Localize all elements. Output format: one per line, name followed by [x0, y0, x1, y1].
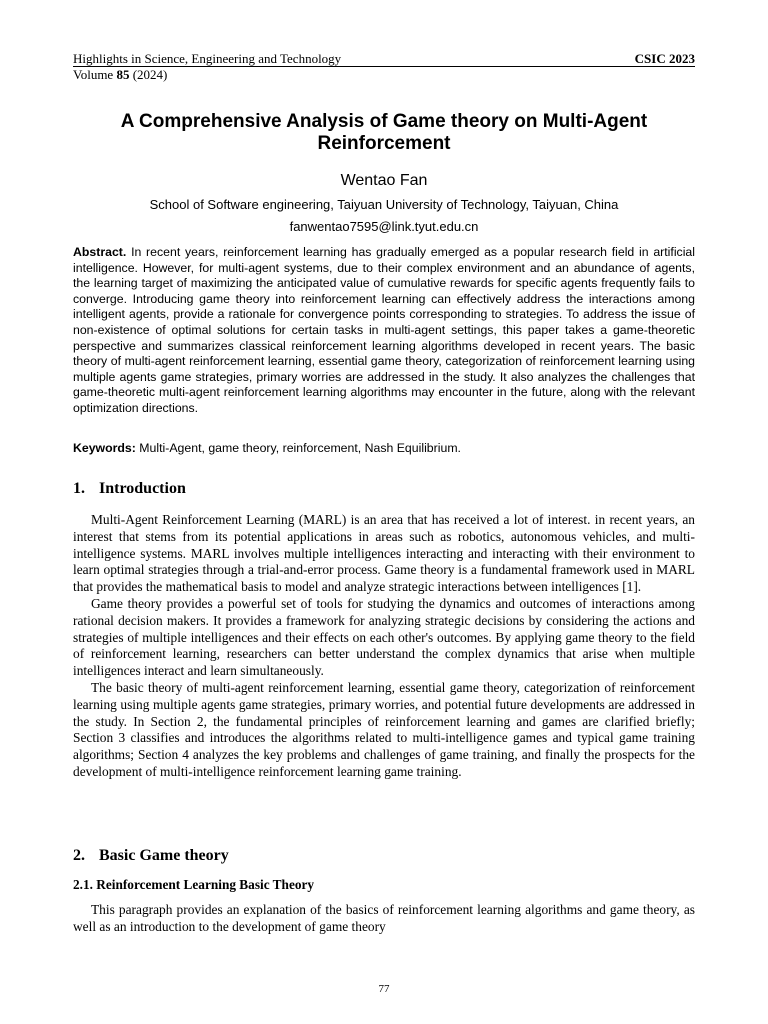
conference-name: CSIC 2023	[634, 51, 695, 66]
paragraph: Game theory provides a powerful set of tools for studying the dynamics and outcomes of interactions among rational decision makers. It provides a framework for analyzing strategic decisions by considering the actions and strategies of multiple intelligences and their effects on each other's outcomes. By applying game theory to the field of reinforcement learning, researchers can better understand the complex dynamics that arise when multiple intelligences interact and learn simultaneously.	[73, 595, 695, 679]
keywords	[73, 441, 695, 457]
abstract	[73, 245, 695, 417]
section-title: Introduction	[99, 480, 186, 497]
volume-number: 85	[116, 67, 130, 82]
volume-year: (2024)	[132, 67, 168, 82]
author-email: fanwentao7595@link.tyut.edu.cn	[289, 219, 479, 234]
volume-line	[73, 67, 695, 82]
section-heading-basic-game-theory	[73, 847, 229, 865]
section-number: 2.	[73, 847, 85, 864]
section-heading-introduction	[73, 480, 186, 498]
running-header	[73, 51, 695, 82]
section-title: Basic Game theory	[99, 847, 229, 864]
subsection-body	[73, 902, 695, 936]
paragraph: This paragraph provides an explanation of the basics of reinforcement learning algorithms and game theory, as well as an introduction to the development of game theory	[73, 902, 695, 934]
page-number: 77	[378, 983, 390, 995]
journal-name: Highlights in Science, Engineering and Technology	[73, 51, 342, 66]
abstract-label: Abstract.	[73, 245, 127, 259]
keywords-label: Keywords:	[73, 441, 136, 455]
header-row	[73, 51, 695, 67]
author-name: Wentao Fan	[340, 172, 428, 189]
paragraph: The basic theory of multi-agent reinforcement learning, essential game theory, categorization of reinforcement learning using multiple agents game strategies, primary worries, and potential future developments are addressed in the study. In Section 2, the fundamental principles of reinforcement learning and games are clarified briefly; Section 3 classifies and introduces the algorithms related to multi-intelligence games and typical game training algorithms; Section 4 analyzes the key problems and challenges of game training, and finally the prospects for the development of multi-intelligence reinforcement learning game training.	[73, 679, 695, 779]
subsection-heading: 2.1. Reinforcement Learning Basic Theory	[73, 877, 315, 892]
author-affiliation: School of Software engineering, Taiyuan University of Technology, Taiyuan, China	[149, 197, 619, 212]
introduction-body	[73, 512, 695, 781]
keywords-text: Multi-Agent, game theory, reinforcement, Nash Equilibrium.	[139, 441, 461, 455]
paper-title: A Comprehensive Analysis of Game theory on Multi-Agent Reinforcement	[120, 111, 648, 154]
abstract-text: In recent years, reinforcement learning has gradually emerged as a popular research field in artificial intelligence. However, for multi-agent systems, due to their complex environment and an abundance of agents, the learning target of maximizing the anticipated value of cumulative rewards for specific agents frequently fails to converge. Introducing game theory into reinforcement learning can effectively address the interactions among intelligent agents, provide a rationale for convergence points corresponding to strategies. To address the issue of non-existence of optimal solutions for certain tasks in multi-agent settings, this paper takes a game-theoretic perspective and summarizes classical reinforcement learning algorithms developed in recent years. The basic theory of multi-agent reinforcement learning, essential game theory, categorization of reinforcement learning using multiple agents game strategies, primary worries are addressed in the study. It also analyzes the challenges that game-theoretic multi-agent reinforcement learning algorithms may encounter in the future, along with the relevant optimization directions.	[73, 245, 696, 415]
volume-label: Volume	[73, 67, 114, 82]
section-number: 1.	[73, 480, 85, 497]
paragraph: Multi-Agent Reinforcement Learning (MARL) is an area that has received a lot of interest. in recent years, an interest that stems from its potential applications in areas such as robotics, autonomous vehicles, and multi-intelligence systems. MARL involves multiple intelligences interacting and interacting with their environment to learn optimal strategies through a trial-and-error process. Game theory is a fundamental framework used in MARL that provides the mathematical basis to model and analyze strategic interactions between intelligences [1].	[73, 512, 695, 595]
